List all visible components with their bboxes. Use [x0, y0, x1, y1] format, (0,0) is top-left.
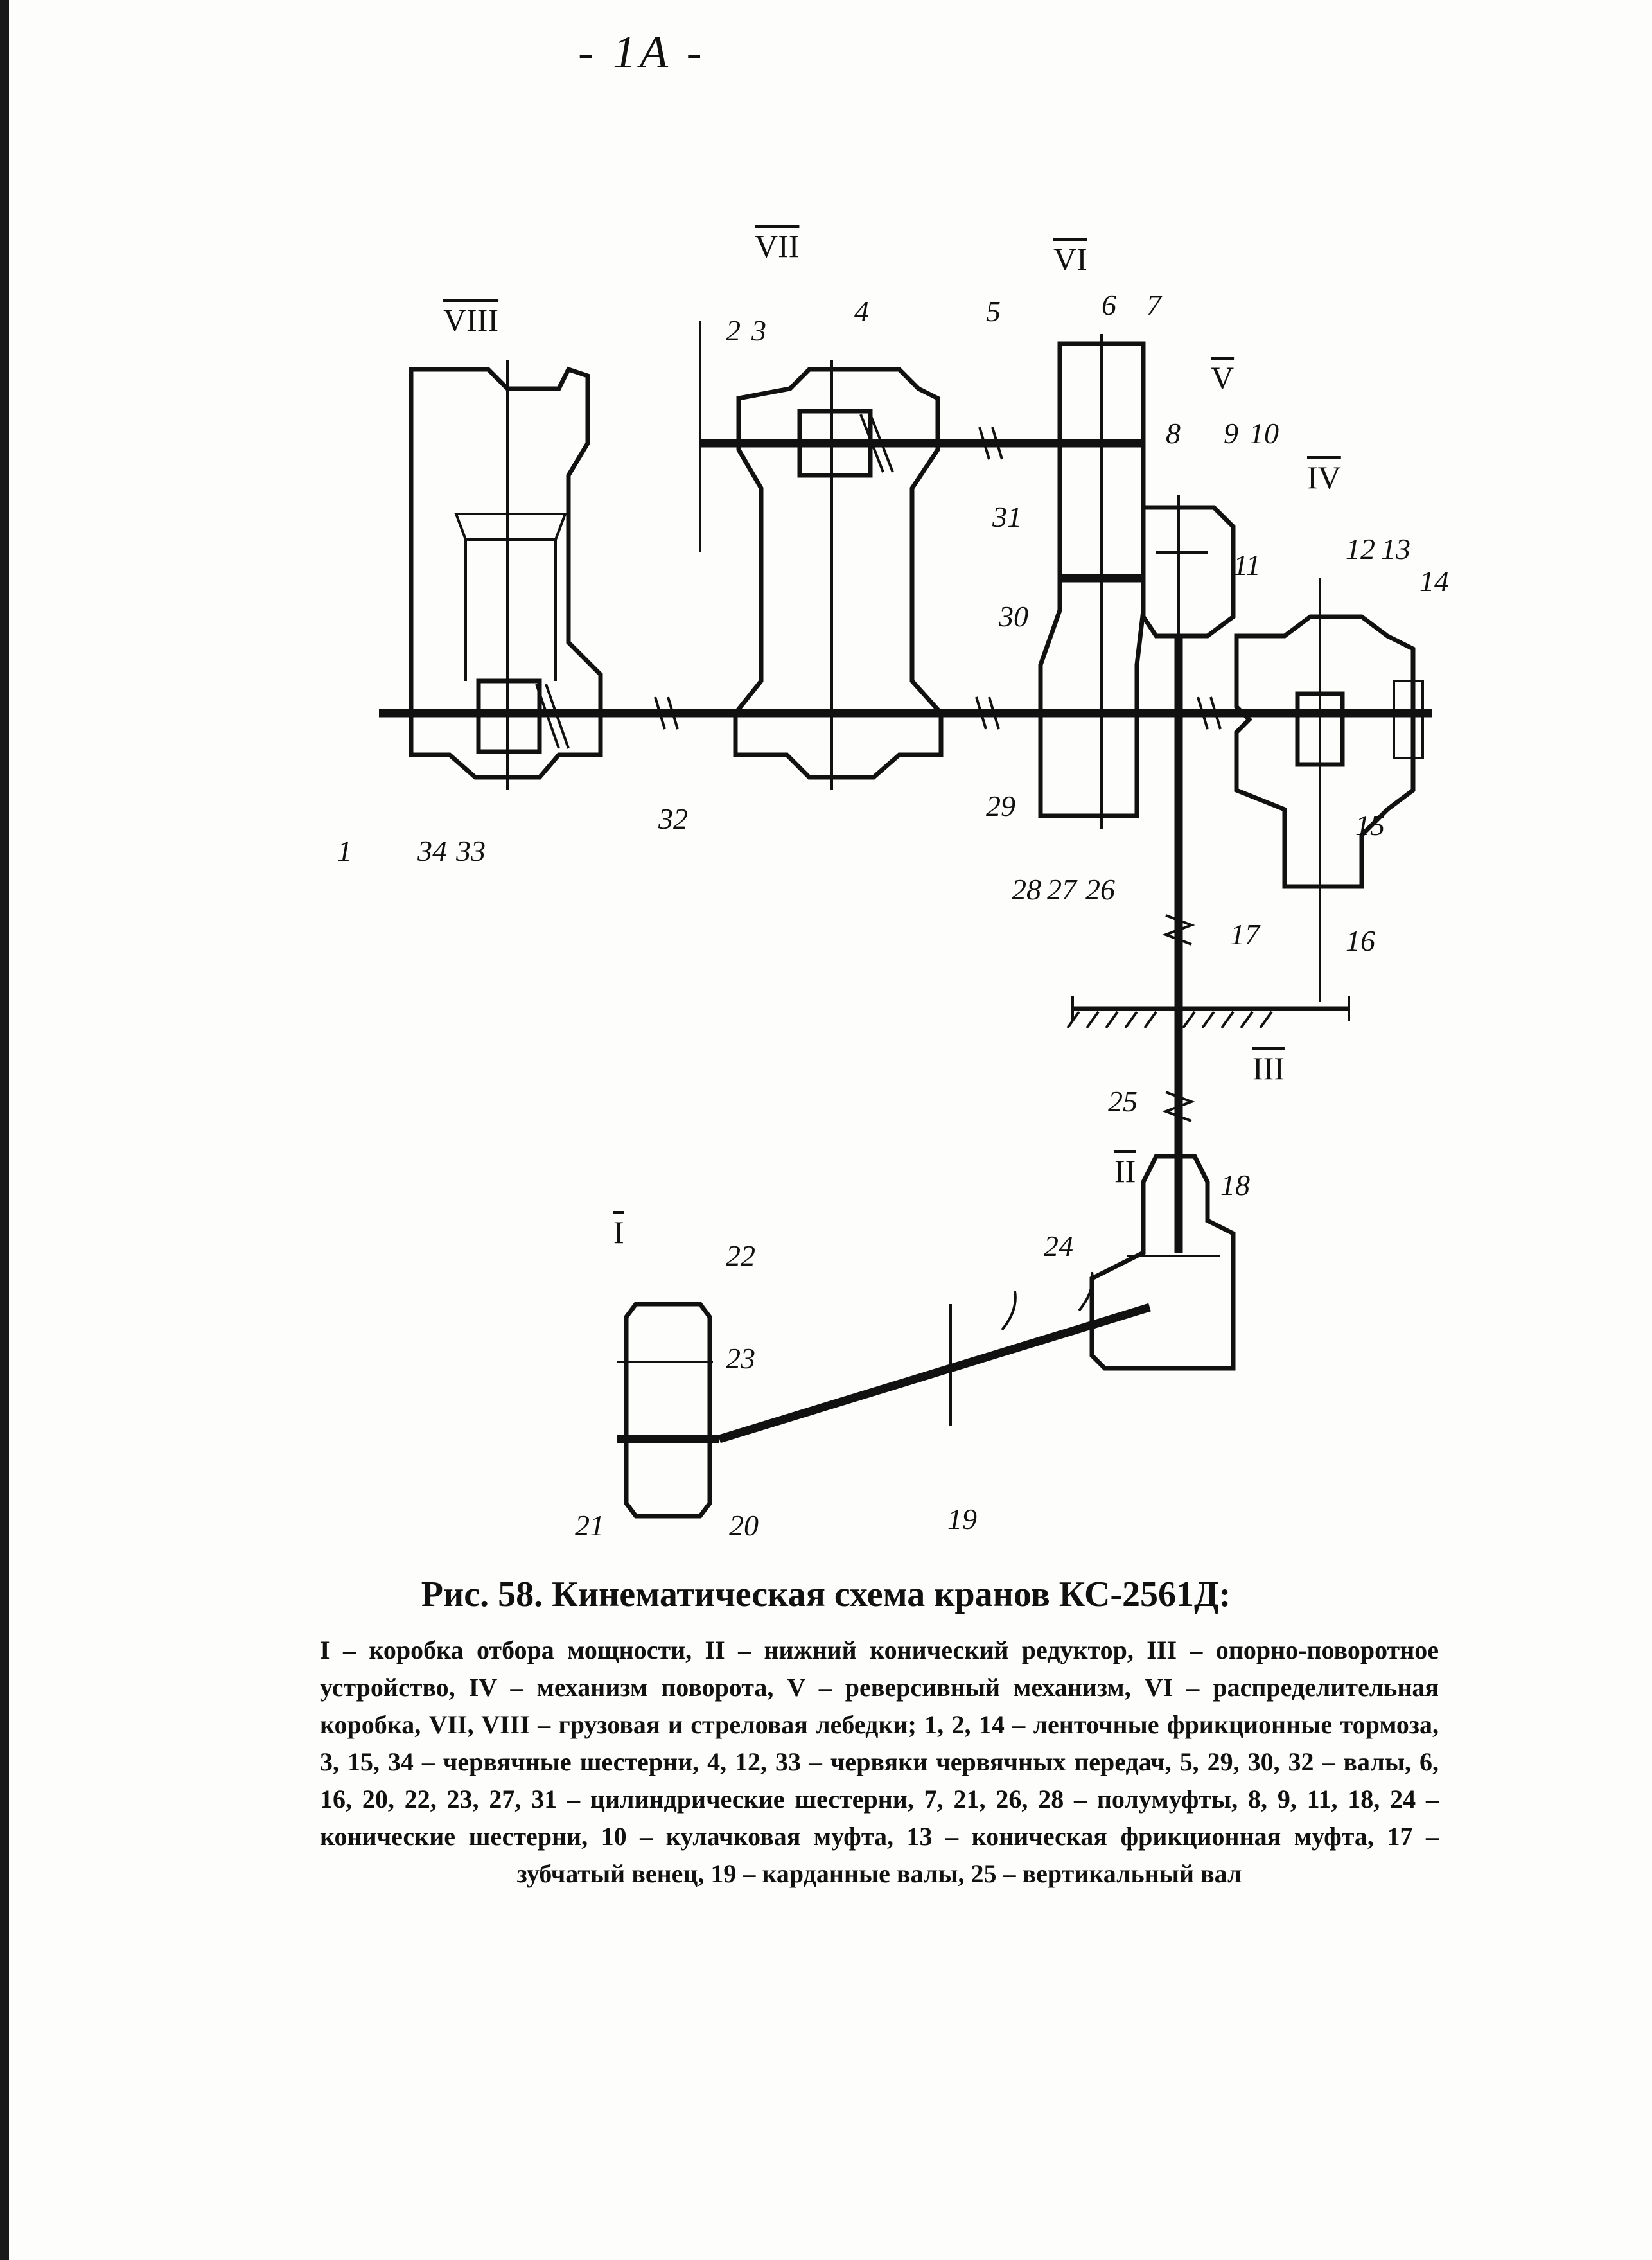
coupling-icon [1166, 915, 1191, 944]
roman-label-iii: III [1252, 1050, 1285, 1086]
part-label: 7 [1147, 288, 1161, 321]
part-label: 8 [1166, 417, 1181, 450]
part-label: 27 [1047, 873, 1076, 906]
roman-label-ii: II [1114, 1153, 1136, 1189]
part-label: 30 [999, 600, 1028, 633]
part-label: 12 [1346, 533, 1375, 565]
part-label: 6 [1102, 288, 1116, 321]
roman-label-vii: VII [755, 228, 800, 264]
part-label: 14 [1419, 565, 1449, 597]
lower-bevel-reducer-ii [1092, 1156, 1233, 1368]
part-label: 3 [751, 314, 766, 347]
slewing-mechanism-iv [1236, 578, 1423, 1002]
page-number: - 1A - [578, 26, 706, 78]
part-label: 1 [337, 834, 352, 867]
part-label: 22 [726, 1239, 755, 1272]
part-label: 28 [1012, 873, 1041, 906]
part-label: 16 [1346, 924, 1375, 957]
figure-legend: I – коробка отбора мощности, II – нижний конический редуктор, III – опорно-поворотное устройство, IV – механизм поворота, V – реверсивный механизм, VI – распределительная коробка, VII, VIII – грузовая и стреловая лебедки; 1, 2, 14 – ленточные фрикционные тормоза, 3, 15, 34 – червячные шестерни, 4, 12, 33 – червяки червячных передач, 5, 29, 30, 32 – валы, 6, 16, 20, 22, 23, 27, 31 – цилиндрические шестерни, 7, 21, 26, 28 – полумуфты, 8, 9, 11, 18, 24 – конические шестерни, 10 – кулачковая муфта, 13 – коническая фрикционная муфта, 17 – зубчатый венец, 19 – карданные валы, 25 – вертикальный вал [320, 1636, 1439, 1888]
part-label: 2 [726, 314, 741, 347]
part-label: 5 [986, 295, 1001, 328]
reversing-mechanism-v [1143, 495, 1233, 649]
part-label: 25 [1108, 1085, 1138, 1118]
roman-label-viii: VIII [443, 302, 499, 338]
part-label: 32 [658, 802, 688, 835]
part-label: 15 [1355, 809, 1385, 842]
part-label: 34 [417, 834, 447, 867]
part-label: 11 [1233, 549, 1261, 581]
part-label: 23 [726, 1342, 755, 1375]
power-takeoff-box-i [617, 1304, 719, 1516]
part-label: 18 [1220, 1169, 1250, 1201]
part-label: 4 [854, 295, 869, 328]
part-label: 17 [1230, 918, 1260, 951]
part-label: 19 [947, 1503, 977, 1535]
roman-label-i: I [613, 1214, 624, 1250]
part-label: 33 [456, 834, 486, 867]
part-label: 10 [1249, 417, 1279, 450]
roman-label-iv: IV [1307, 459, 1341, 495]
part-label: 20 [729, 1509, 759, 1542]
part-label: 13 [1381, 533, 1410, 565]
cardan-shaft-19 [719, 1307, 1150, 1439]
part-label: 31 [992, 500, 1022, 533]
coupling-icon [1166, 1092, 1191, 1121]
part-label: 29 [986, 790, 1015, 822]
roman-label-vi: VI [1053, 241, 1087, 277]
toothed-crown-17 [1068, 996, 1349, 1028]
roman-label-v: V [1211, 360, 1235, 396]
part-label: 26 [1085, 873, 1115, 906]
part-label: 21 [575, 1509, 604, 1542]
part-label: 24 [1044, 1230, 1073, 1262]
load-winch-vii [700, 321, 941, 790]
figure-title: Рис. 58. Кинематическая схема кранов КС-2561Д: [421, 1575, 1231, 1614]
part-label: 9 [1224, 417, 1238, 450]
boom-winch-viii [411, 360, 601, 790]
